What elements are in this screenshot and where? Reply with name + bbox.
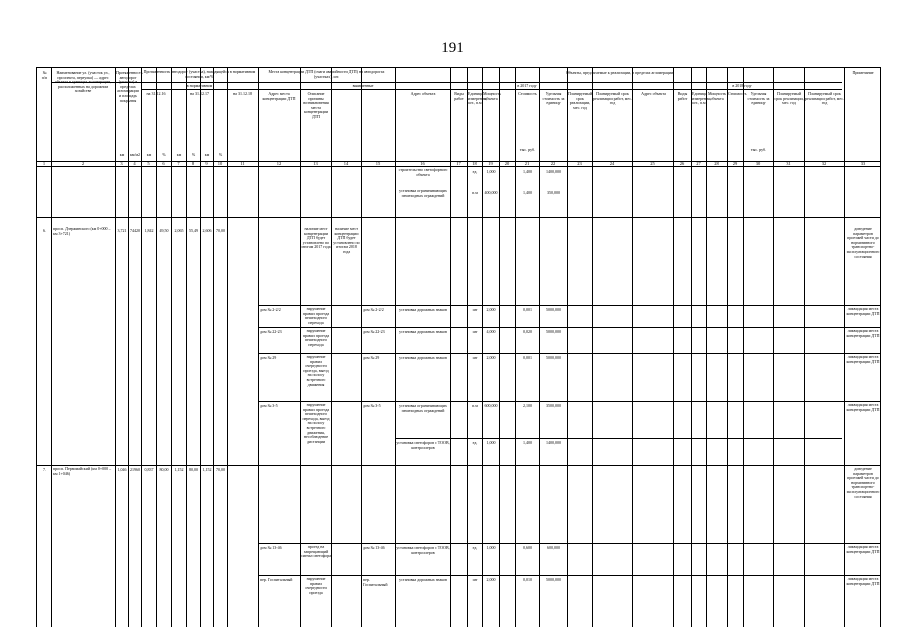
r7-area: 21960 xyxy=(130,468,140,472)
header-plan-period-2018: Планируемый срок реализации, мес. год xyxy=(774,91,804,106)
r6a-cause: нарушение правил проезда пешеходного перехода xyxy=(302,307,330,325)
header-normative-sub: в нормативном xyxy=(186,83,213,88)
r6-len: 3,721 xyxy=(117,229,127,233)
r7a-cause: проезд на запрещающий сигнал светофора xyxy=(301,545,331,559)
header-street: Наименование ул. (участок ул., проспекта, переулка) — адрес объекта в границах агломерации, расположенных на дорожном хозяйстве xyxy=(54,70,112,94)
r6-nkm: 1,842 xyxy=(144,229,154,233)
header-km-b: км xyxy=(146,152,152,157)
header-normative: Протяженность автодорог (участка), находящейся в нормативном состоянии, км/% xyxy=(143,69,256,79)
col-num-9: 9 xyxy=(205,161,208,166)
r6b-note: ликвидация места концентрации ДТП xyxy=(846,329,880,338)
r6d-note: ликвидация места концентрации ДТП xyxy=(846,403,880,412)
r6-cause2: наличие мест концентрации ДТП будет установлено по итогам 2018 года xyxy=(333,227,360,254)
header-dtp-sub: выявленные xyxy=(352,83,374,88)
col-num-13: 13 xyxy=(313,161,318,166)
header-pct-d: % xyxy=(218,152,223,157)
col-num-1: 1 xyxy=(42,161,46,166)
r6-npct: 49,50 xyxy=(159,229,169,233)
header-2018: в 2018 году xyxy=(732,83,752,88)
col-num-30: 30 xyxy=(755,161,761,166)
r7b-work: установка дорожных знаков xyxy=(399,578,447,582)
r0-unit1: ед. xyxy=(472,170,478,174)
header-cost: Удельная стоимость за единицу xyxy=(542,91,565,106)
r0-qty1: 1,000 xyxy=(486,170,496,174)
col-num-19: 19 xyxy=(488,161,493,166)
header-cost-2018: Удельная стоимость за единицу xyxy=(747,91,770,106)
r6d-total2: 1400,000 xyxy=(546,441,561,445)
header-km-a: км xyxy=(119,152,125,157)
r6b-qty: 4,000 xyxy=(486,330,496,334)
r0-unit2: п.м xyxy=(472,191,478,195)
r7a-work: установка светофоров с ТООВ, контроллеров xyxy=(396,546,450,555)
header-pct-b: % xyxy=(162,152,166,157)
r7-len: 1,046 xyxy=(117,468,127,472)
col-num-25: 25 xyxy=(650,161,655,166)
r6b-total: 5000,000 xyxy=(546,330,561,334)
col-num-10: 10 xyxy=(217,161,223,166)
header-km-c: км xyxy=(176,152,182,157)
header-power: Мощность объекта xyxy=(483,91,502,101)
header-2017: в 2017 году xyxy=(517,83,537,88)
r6a-unit: шт xyxy=(472,308,478,312)
r7a-total: 600,000 xyxy=(547,546,560,550)
r7-nkm: 0,837 xyxy=(144,468,154,472)
r6b-addr: дом № 22-23 xyxy=(260,330,282,334)
header-ths-rub-2018: тыс. руб. xyxy=(750,147,767,152)
r7-num: 7. xyxy=(43,468,46,472)
r6a-note: ликвидация места концентрации ДТП xyxy=(846,307,880,316)
header-km-d: км xyxy=(204,152,210,157)
r7b-addr: пер. Госпитальный xyxy=(260,578,293,582)
header-ths-rub: тыс. руб. xyxy=(519,147,536,152)
header-addr-obj: Адрес объекта xyxy=(410,91,436,96)
col-num-7: 7 xyxy=(177,161,180,166)
r6a-addr: дом № 2-2/2 xyxy=(260,308,281,312)
r7b-addr2: пер. Госпитальный xyxy=(363,578,388,587)
r6c-work: установка дорожных знаков xyxy=(399,356,447,360)
col-num-16: 16 xyxy=(420,161,425,166)
col-num-2: 2 xyxy=(81,161,85,166)
r6-num: 6. xyxy=(43,229,46,233)
r6d-unit: п.м xyxy=(472,404,478,408)
col-num-33: 33 xyxy=(860,161,866,166)
r7-npct2: 80,00 xyxy=(189,468,198,472)
col-num-12: 12 xyxy=(276,161,282,166)
col-num-23: 23 xyxy=(577,161,582,166)
header-dtp: Места концентрации ДТП (очаги аварийности ДТП) на автодорогах (участках), шт. xyxy=(268,69,385,79)
header-work-type-2018: Виды работ xyxy=(677,91,688,101)
r6d-qty2: 1,000 xyxy=(486,441,496,445)
r6-area: 74420 xyxy=(130,229,140,233)
header-plan-works-2018: Планируемый срок реализации работ, мес. год xyxy=(805,91,844,106)
r0-total1: 1400,000 xyxy=(546,170,561,174)
r6c-qty: 2,000 xyxy=(486,356,496,360)
header-unit-2018: Единица измерения, шт., п.м xyxy=(692,91,711,106)
col-num-31: 31 xyxy=(786,161,791,166)
r6d-cause: нарушение правил проезда пешеходного перехода, выезд на полосу встречного движения, несоблюдение дистанции xyxy=(302,403,330,444)
col-num-4: 4 xyxy=(133,161,136,166)
r6d-total: 3500,000 xyxy=(546,404,561,408)
col-num-5: 5 xyxy=(147,161,150,166)
r7a-note: ликвидация места концентрации ДТП xyxy=(846,545,880,554)
header-work-type: Виды работ xyxy=(454,91,464,101)
r6-note: доведение параметров проезжей части до нормативного транспортно-эксплуатационного состояния xyxy=(846,227,880,259)
col-num-3: 3 xyxy=(120,161,123,166)
r6-street: просп. Дзержинского (км 0+000 – км 3+721) xyxy=(53,227,111,236)
r7b-cause: нарушение правил очередности проезда xyxy=(305,577,327,595)
r6a-work: установка дорожных знаков xyxy=(399,308,447,312)
r6c-unit: шт xyxy=(472,356,478,360)
r7-nkm2: 1,152 xyxy=(174,468,184,472)
col-num-32: 32 xyxy=(821,161,827,166)
col-num-22: 22 xyxy=(550,161,556,166)
r7b-total: 5000,000 xyxy=(546,578,561,582)
col-num-18: 18 xyxy=(472,161,477,166)
r6b-price: 0,020 xyxy=(523,330,532,334)
r7a-unit: ед. xyxy=(472,546,478,550)
r6-npct2: 55,49 xyxy=(189,229,198,233)
r6b-cause: нарушение правил проезда пешеходного перехода xyxy=(302,329,330,347)
col-num-26: 26 xyxy=(679,161,685,166)
col-num-14: 14 xyxy=(343,161,349,166)
r6b-work: установка дорожных знаков xyxy=(399,330,447,334)
r6c-addr: дом № 29 xyxy=(260,356,277,360)
header-date-2016: на 31.12.16 xyxy=(146,91,166,96)
header-unit-price-2018: Стоимость xyxy=(728,91,747,96)
r6b-unit: шт xyxy=(472,330,478,334)
header-plan-period: Планируемый срок реализации, мес. год xyxy=(568,91,592,110)
header-plan-works: Планируемый срок реализации работ, мес. год xyxy=(593,91,632,106)
r0-work1: строительство светофорного объекта xyxy=(398,168,448,177)
r6b-addr2: дом № 22-23 xyxy=(363,330,385,334)
r7b-unit: шт xyxy=(472,578,478,582)
header-num: № п/п xyxy=(41,70,48,80)
r6a-addr2: дом № 2-2/2 xyxy=(363,308,384,312)
col-num-24: 24 xyxy=(609,161,615,166)
r6c-note: ликвидация места концентрации ДТП xyxy=(846,355,880,364)
r7a-addr: дом № 13-46 xyxy=(260,546,282,550)
r6a-total: 5000,000 xyxy=(546,308,561,312)
header-unit: Единица измерения, шт., п.м xyxy=(468,91,487,106)
header-date-2018: на 31.12.18 xyxy=(233,91,252,96)
r6-nkm3: 2,606 xyxy=(202,229,212,233)
r7-npct3: 70,00 xyxy=(216,468,225,472)
r7a-addr2: дом № 13-46 xyxy=(363,546,385,550)
r7-nkm3: 1,152 xyxy=(202,468,212,472)
col-num-27: 27 xyxy=(696,161,701,166)
r6d-qty: 600,000 xyxy=(484,404,498,408)
r0-total2: 350,000 xyxy=(547,191,560,195)
col-num-11: 11 xyxy=(240,161,245,166)
r6-npct3: 70,00 xyxy=(216,229,225,233)
header-addr-conc: Адрес места концентрации ДТП xyxy=(262,91,296,101)
header-pct-c: % xyxy=(191,152,196,157)
r7b-price: 0,010 xyxy=(523,578,532,582)
r7-npct: 80,00 xyxy=(159,468,169,472)
data-table xyxy=(36,67,881,627)
r6d-price2: 1,400 xyxy=(523,441,532,445)
r7-street: просп. Первомайский (км 0+000 – км 1+046) xyxy=(53,467,112,476)
r0-qty2: 400,000 xyxy=(484,191,498,195)
r7b-note: ликвидация места концентрации ДТП xyxy=(846,577,880,586)
r0-work2: установка ограничивающих пешеходных ограждений xyxy=(399,189,447,198)
r6d-addr: дом № 3-5 xyxy=(260,404,278,408)
r0-price1: 1,400 xyxy=(523,170,532,174)
r6d-work: установка ограничивающих пешеходных ограждений xyxy=(399,404,447,413)
header-addr-obj-2018: Адрес объекта xyxy=(641,91,666,96)
header-note: Примечание xyxy=(852,70,874,75)
r6c-addr2: дом № 29 xyxy=(363,356,380,360)
r6d-price: 2,100 xyxy=(523,404,532,408)
r6c-cause: нарушение правил очередности проезда, выезд на полосу встречного движения xyxy=(303,355,329,387)
r6-cause: наличие мест концентрации ДТП будет установлено по итогам 2017 года xyxy=(301,227,331,250)
header-power-2018: Мощность объекта xyxy=(707,91,727,101)
r7b-qty: 2,000 xyxy=(486,578,496,582)
col-num-20: 20 xyxy=(504,161,510,166)
header-length: Протяженность автодорог (участка) в пределах агломерации и площадь покрытия xyxy=(116,70,143,103)
r7a-price: 0,600 xyxy=(523,546,532,550)
col-num-17: 17 xyxy=(456,161,461,166)
r6d-addr2: дом № 3-5 xyxy=(363,404,381,408)
r6c-total: 5000,000 xyxy=(546,356,561,360)
header-date-2017: на 31.12.17 xyxy=(190,91,209,96)
col-num-29: 29 xyxy=(732,161,738,166)
r7a-qty: 1,000 xyxy=(486,546,496,550)
header-objects: Объекты, предлагаемые к реализации, в пределах агломерации xyxy=(565,70,674,75)
r6d-work2: установка светофоров с ТООВ, контроллеров xyxy=(396,441,450,450)
page-number: 191 xyxy=(441,40,464,56)
r7-note: доведение параметров проезжей части до нормативного транспортно-эксплуатационного состояния xyxy=(846,467,880,499)
r6-nkm2: 2,065 xyxy=(174,229,184,233)
col-num-8: 8 xyxy=(191,161,195,166)
col-num-21: 21 xyxy=(524,161,530,166)
col-num-6: 6 xyxy=(162,161,165,166)
col-num-28: 28 xyxy=(714,161,719,166)
r6d-unit2: ед. xyxy=(472,441,478,445)
r6a-qty: 2,000 xyxy=(486,308,496,312)
header-km2-a: км/м2 xyxy=(129,152,141,157)
header-unit-price: Стоимость xyxy=(518,91,537,96)
header-cause: Описание причины возникновения места концентрации ДТП xyxy=(303,91,329,119)
r6a-price: 0,001 xyxy=(523,308,532,312)
r6c-price: 0,001 xyxy=(523,356,532,360)
r0-price2: 1,400 xyxy=(523,191,532,195)
col-num-15: 15 xyxy=(375,161,381,166)
